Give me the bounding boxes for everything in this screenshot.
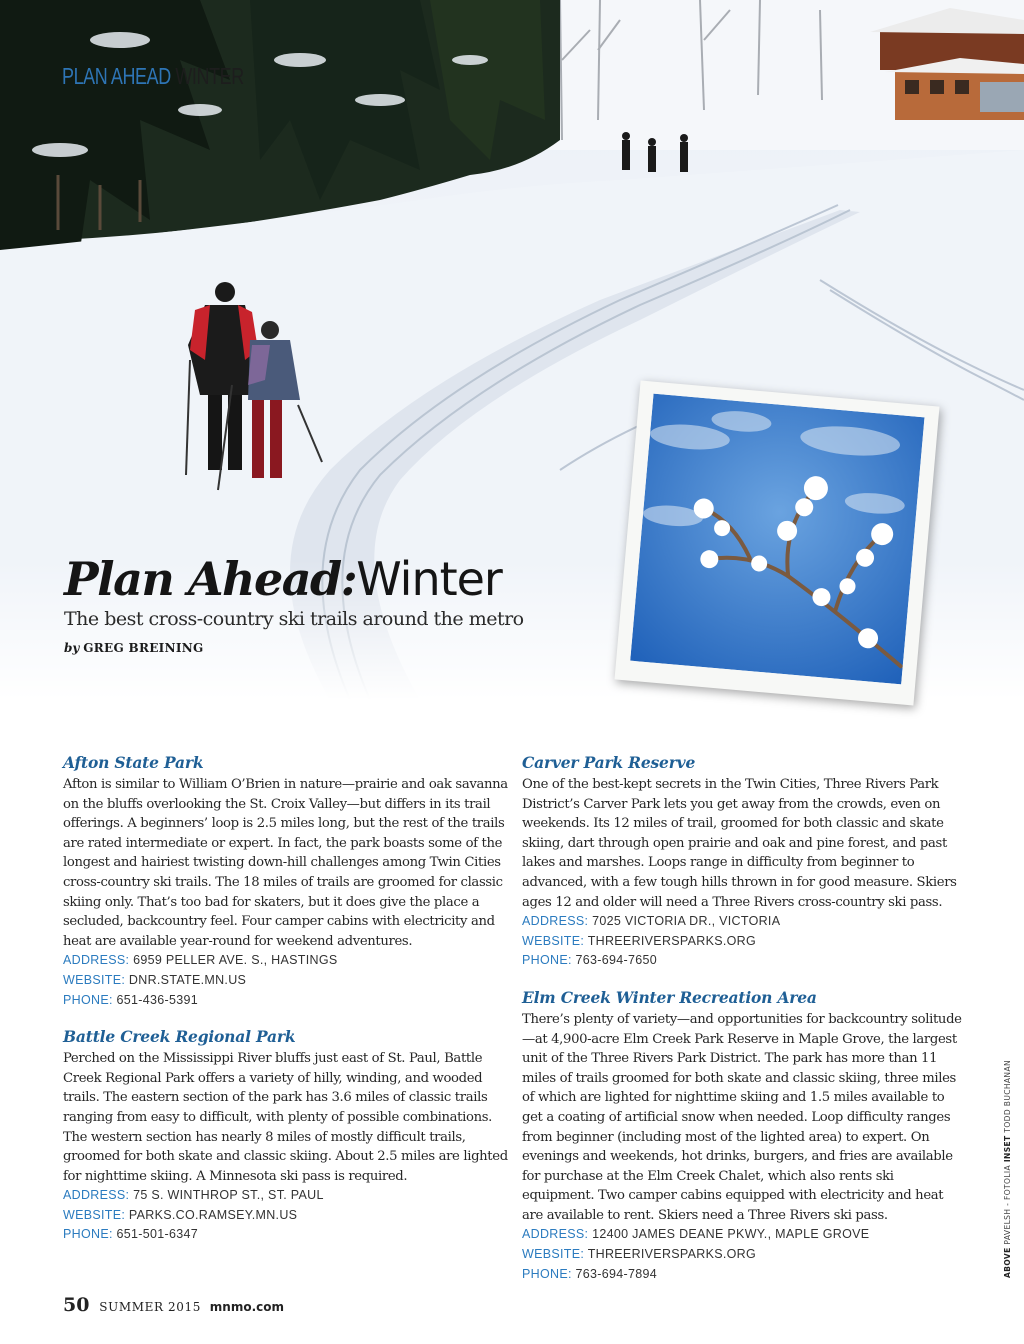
page-footer: [63, 1294, 284, 1316]
entry-body: Afton is similar to William O’Brien in nature—prairie and oak savanna on the bluffs overlooking the St. Croix Valley—but differs in its trail offerings. A beginners’ loop is 2.5 miles long, but the rest of the trails are rated intermediate or expert. In fact, the park boasts some of the longest and hairiest twisting down-hill challenges among Twin Cities cross-country ski trails. The 18 miles of trails are groomed for classic skiing only. That’s too bad for skaters, but it does give the place a secluded, backcountry feel. Four camper cabins with electricity and heat are available year-round for weekend adventures.: [63, 777, 508, 949]
phone-label: PHONE:: [522, 953, 572, 968]
entry-address: [522, 912, 967, 932]
trail-entry-carver: [522, 753, 967, 971]
section-label-primary: PLAN AHEAD: [62, 63, 171, 89]
phone-value: 763-694-7650: [575, 953, 657, 968]
phone-value: 763-694-7894: [575, 1266, 657, 1281]
entry-title: Carver Park Reserve: [522, 753, 696, 772]
site-name: mnmo.com: [209, 1300, 284, 1314]
entry-address: [63, 951, 508, 971]
address-value: 7025 VICTORIA DR., VICTORIA: [592, 914, 781, 929]
entry-title: Afton State Park: [63, 753, 204, 772]
website-label: WEBSITE:: [63, 1207, 126, 1222]
phone-value: 651-436-5391: [116, 992, 198, 1007]
entry-address: [63, 1186, 508, 1206]
title-light: Winter: [356, 552, 502, 606]
phone-label: PHONE:: [522, 1266, 572, 1281]
website-value[interactable]: DNR.STATE.MN.US: [128, 972, 247, 987]
entry-website: [63, 971, 508, 991]
credit-above-label: ABOVE: [1003, 1247, 1012, 1278]
title-bold: Plan Ahead:: [64, 552, 357, 606]
inset-photo: [614, 380, 939, 705]
entry-website: [522, 932, 967, 952]
entry-body: There’s plenty of variety—and opportunities for backcountry solitude—at 4,900-acre Elm Creek Park Reserve in Maple Grove, the largest unit of the Three Rivers Park District. The park has more than 11 miles of trails groomed for both skate and classic skiing, three miles of which are lighted for nighttime skiing and 1.5 miles available to get a coating of artificial snow when needed. Loop difficulty ranges from beginner (including most of the lighted area) to expert. On evenings and weekends, hot drinks, burgers, and fries are available for purchase at the Elm Creek Chalet, which also rents ski equipment. Two camper cabins equipped with electricity and heat are available to rent. Skiers need a Three Rivers ski pass.: [522, 1011, 962, 1223]
subtitle: The best cross-country ski trails around the metro: [64, 608, 524, 630]
entry-title: Elm Creek Winter Recreation Area: [522, 987, 817, 1007]
page-title: [64, 553, 502, 605]
trail-entry-battle-creek: [63, 1027, 508, 1245]
website-label: WEBSITE:: [522, 933, 585, 948]
entry-website: [522, 1245, 967, 1265]
address-label: ADDRESS:: [522, 1227, 589, 1242]
entry-title: Battle Creek Regional Park: [63, 1027, 296, 1047]
entry-address: [522, 1225, 967, 1245]
address-label: ADDRESS:: [63, 1188, 130, 1203]
website-value[interactable]: THREERIVERSPARKS.ORG: [587, 1247, 757, 1262]
byline: [64, 641, 204, 655]
right-column: [522, 753, 967, 1301]
entry-phone: [522, 1265, 967, 1285]
photo-credits: [1003, 1060, 1012, 1278]
website-label: WEBSITE:: [522, 1247, 585, 1262]
left-column: [63, 753, 508, 1262]
address-label: ADDRESS:: [522, 914, 589, 929]
credit-inset-label: INSET: [1003, 1135, 1012, 1163]
entry-phone: [522, 951, 967, 971]
website-value[interactable]: THREERIVERSPARKS.ORG: [587, 933, 757, 948]
entry-body: Perched on the Mississippi River bluffs just east of St. Paul, Battle Creek Regional Park offers a variety of hilly, winding, and wooded trails. The eastern section of the park has 3.6 miles of classic trails ranging from easy to difficult, with plenty of possible combinations. The western section has nearly 8 miles of mostly difficult trails, groomed for both skate and classic skiing. About 2.5 miles are lighted for nighttime skiing. A Minnesota ski pass is required.: [63, 1051, 508, 1184]
entry-phone: [63, 1225, 508, 1245]
address-value: 12400 JAMES DEANE PKWY., MAPLE GROVE: [592, 1227, 870, 1242]
address-value: 75 S. WINTHROP ST., ST. PAUL: [133, 1188, 324, 1203]
page-number: 50: [63, 1294, 90, 1316]
entry-phone: [63, 991, 508, 1011]
phone-label: PHONE:: [63, 1227, 113, 1242]
frosted-branch-illustration: [630, 394, 924, 685]
address-value: 6959 PELLER AVE. S., HASTINGS: [133, 953, 338, 968]
section-label: [62, 63, 244, 90]
section-label-secondary: WINTER: [175, 63, 244, 89]
issue-date: SUMMER 2015: [99, 1300, 201, 1314]
credit-inset: TODD BUCHANAN: [1003, 1060, 1012, 1133]
trail-entry-afton: [63, 753, 508, 1010]
website-label: WEBSITE:: [63, 972, 126, 987]
phone-value: 651-501-6347: [116, 1227, 198, 1242]
byline-author: GREG BREINING: [83, 641, 204, 655]
trail-entry-elm-creek: [522, 988, 967, 1284]
byline-by: by: [64, 641, 80, 655]
entry-body: One of the best-kept secrets in the Twin Cities, Three Rivers Park District’s Carver Park lets you get away from the crowds, even on weekends. Its 12 miles of trail, groomed for both classic and skate skiing, dart through open prairie and oak and pine forest, and past lakes and marshes. Loops range in difficulty from beginner to advanced, with a few tough hills thrown in for good measure. Skiers ages 12 and older will need a Three Rivers cross-country ski pass.: [522, 777, 957, 910]
phone-label: PHONE:: [63, 992, 113, 1007]
website-value[interactable]: PARKS.CO.RAMSEY.MN.US: [128, 1207, 298, 1222]
address-label: ADDRESS:: [63, 953, 130, 968]
entry-website: [63, 1206, 508, 1226]
credit-above: PAVELSH - FOTOLIA: [1003, 1164, 1012, 1245]
